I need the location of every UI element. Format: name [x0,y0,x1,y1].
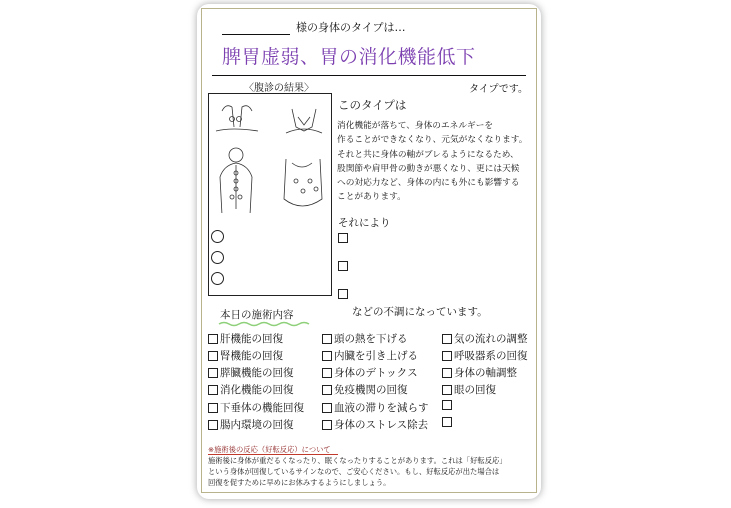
treatment-item[interactable]: 消化機能の回復 [208,382,294,397]
treatment-checkbox[interactable] [208,385,218,395]
treatment-checkbox[interactable] [442,400,452,410]
treatment-item[interactable]: 頭の熱を下げる [322,331,408,346]
type-suffix-text: タイプです。 [469,84,528,95]
treatment-checkbox[interactable] [322,385,332,395]
treatment-item[interactable]: 腎機能の回復 [208,348,283,363]
notes-body [208,455,534,488]
treatment-item[interactable]: 内臓を引き上げる [322,348,418,363]
result-footer: などの不調になっています。 [352,306,488,318]
treatment-checkbox[interactable] [442,334,452,344]
treatment-checkbox[interactable] [208,351,218,361]
treatment-item[interactable]: 身体の軸調整 [442,365,517,380]
description-line: 股関節や肩甲骨の動きが悪くなり、更には天候 [337,163,520,174]
treatment-item[interactable]: 血液の滞りを減らす [322,400,429,415]
treatment-checkbox[interactable] [442,351,452,361]
treatment-heading-underline [218,320,312,328]
body-diagram-illustration [212,97,328,213]
result-circle-1 [211,230,224,243]
name-blank-line [222,34,290,35]
treatment-checkbox[interactable] [208,368,218,378]
treatment-item[interactable]: 腸内環境の回復 [208,417,294,432]
treatment-item[interactable]: 免疫機関の回復 [322,382,408,397]
description-line: ことがあります。 [337,192,406,203]
treatment-checkbox[interactable] [322,351,332,361]
diagnosis-label: 〈腹診の結果〉 [244,83,314,94]
treatment-item[interactable]: 肝機能の回復 [208,331,283,346]
description-line: それと共に身体の軸がブレるようになるため、 [337,149,519,160]
result-circle-2 [211,251,224,264]
notes-line: という身体が回復しているサインなので、ご安心ください。もし、好転反応が出た場合は [208,467,500,476]
treatment-checkbox[interactable] [322,420,332,430]
treatment-checkbox[interactable] [442,417,452,427]
notes-title: ※施術後の反応（好転反応）について [208,445,331,454]
description-line: 消化機能が落ちて、身体のエネルギーを [337,121,494,131]
title-underline [212,75,526,76]
treatment-checkbox[interactable] [208,334,218,344]
treatment-checkbox[interactable] [322,334,332,344]
description-line: 作ることができなくなり、元気がなくなります。 [337,135,528,146]
notes-line: 施術後に身体が重だるくなったり、眠くなったりすることがあります。これは「好転反応」 [208,456,507,465]
type-title: 脾胃虚弱、胃の消化機能低下 [222,46,476,68]
treatment-checkbox[interactable] [442,385,452,395]
result-circle-3 [211,272,224,285]
treatment-heading: 本日の施術内容 [220,309,294,321]
treatment-item[interactable] [442,400,454,410]
treatment-checkbox[interactable] [208,420,218,430]
symptom-checkbox-3[interactable] [338,289,348,299]
result-heading: それにより [338,217,391,229]
notes-line: 回復を促すために早めにお休みするようにしましょう。 [208,478,391,487]
treatment-item[interactable]: 眼の回復 [442,382,496,397]
name-suffix-text: 様の身体のタイプは… [296,21,406,34]
treatment-checkbox[interactable] [208,403,218,413]
treatment-checkbox[interactable] [322,403,332,413]
treatment-item[interactable]: 気の流れの調整 [442,331,528,346]
symptom-checkbox-1[interactable] [338,233,348,243]
description-heading: このタイプは [338,98,407,112]
description-line: への対応力など、身体の内にも外にも影響する [337,178,520,189]
treatment-checkbox[interactable] [442,368,452,378]
treatment-item[interactable]: 下垂体の機能回復 [208,400,304,415]
treatment-item[interactable]: 呼吸器系の回復 [442,348,528,363]
symptom-checkbox-2[interactable] [338,261,348,271]
description-text [337,119,533,205]
treatment-item[interactable]: 身体のデトックス [322,365,418,380]
treatment-checkbox[interactable] [322,368,332,378]
treatment-item[interactable] [442,417,454,427]
treatment-item[interactable]: 膵臓機能の回復 [208,365,294,380]
treatment-item[interactable]: 身体のストレス除去 [322,417,428,432]
